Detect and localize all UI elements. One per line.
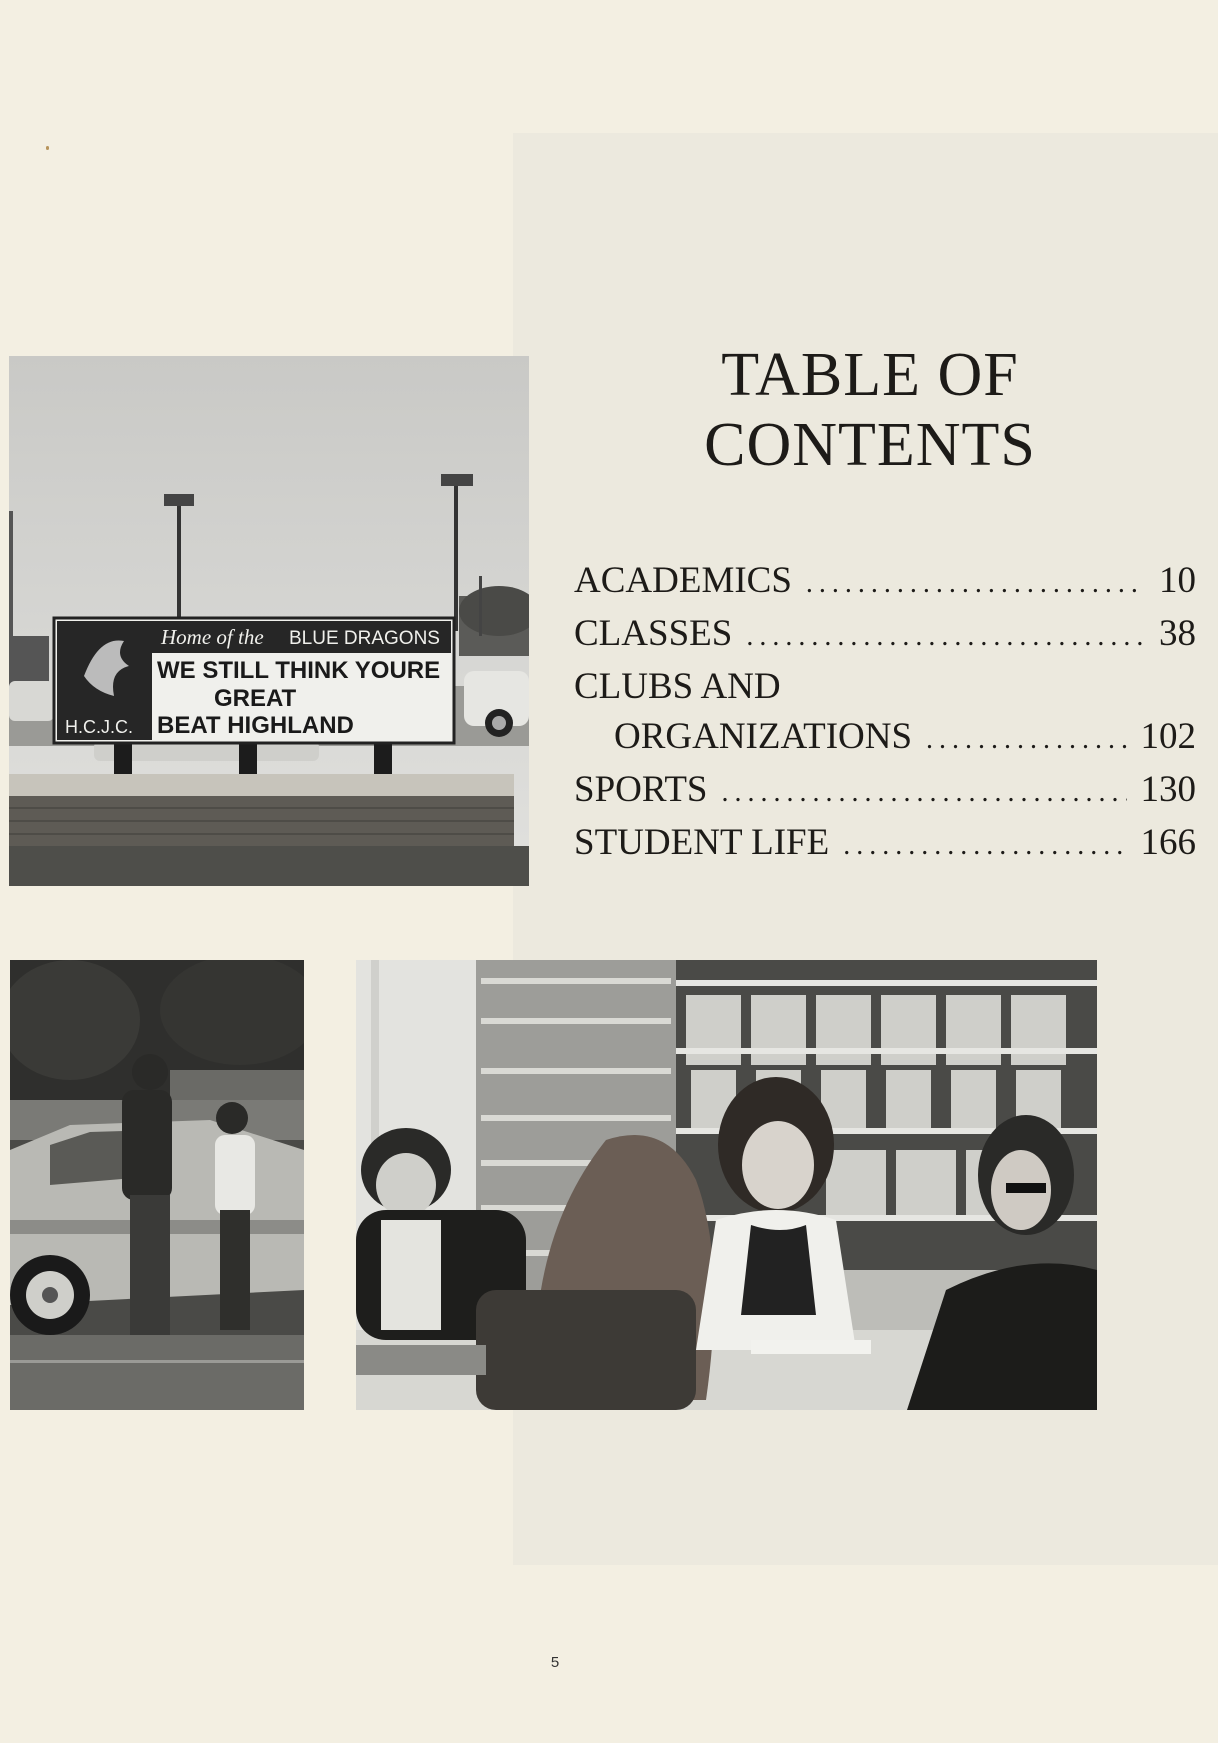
sign-line-1: WE STILL THINK YOURE (157, 657, 441, 684)
toc-entry-student-life[interactable] (574, 818, 1196, 871)
toc-entry-label: ORGANIZATIONS (614, 716, 913, 757)
parking-lot-photo (10, 960, 304, 1410)
dot-leader (722, 768, 1127, 818)
toc-entry-label: ACADEMICS (574, 560, 792, 601)
campus-sign-photo (9, 356, 529, 886)
toc-entry-page: 10 (1159, 560, 1196, 601)
sign-header-text: Home of the (161, 625, 264, 649)
dot-leader (926, 715, 1126, 765)
title-line-1: TABLE OF (721, 341, 1019, 409)
page-title (640, 340, 1100, 480)
dot-leader (806, 559, 1145, 609)
sign-header-name: BLUE DRAGONS (289, 628, 440, 649)
toc-entry-label: SPORTS (574, 769, 708, 810)
dot-leader (746, 612, 1145, 662)
toc-entry-page: 102 (1140, 716, 1196, 757)
toc-entry-classes[interactable] (574, 609, 1196, 662)
sign-line-2: GREAT (214, 685, 297, 712)
toc-entry-sports[interactable] (574, 765, 1196, 818)
dot-leader (843, 821, 1126, 871)
paper-speck (46, 146, 49, 150)
toc-entry-label: CLUBS AND (574, 666, 781, 707)
toc-entry-page: 38 (1159, 613, 1196, 654)
toc-entry-page: 166 (1140, 822, 1196, 863)
sign-school-text: H.C.J.C. (65, 717, 134, 737)
toc-entry-label: CLASSES (574, 613, 733, 654)
title-line-2: CONTENTS (704, 411, 1036, 479)
toc-entry-page: 130 (1140, 769, 1196, 810)
library-study-photo (356, 960, 1097, 1410)
contents-list (574, 556, 1196, 871)
page-number: 5 (550, 1654, 560, 1671)
toc-entry-academics[interactable] (574, 556, 1196, 609)
toc-entry-clubs-line-1[interactable] (574, 662, 1196, 712)
sign-line-3: BEAT HIGHLAND (157, 712, 354, 739)
toc-entry-label: STUDENT LIFE (574, 822, 830, 863)
toc-entry-clubs-line-2[interactable] (574, 712, 1196, 765)
